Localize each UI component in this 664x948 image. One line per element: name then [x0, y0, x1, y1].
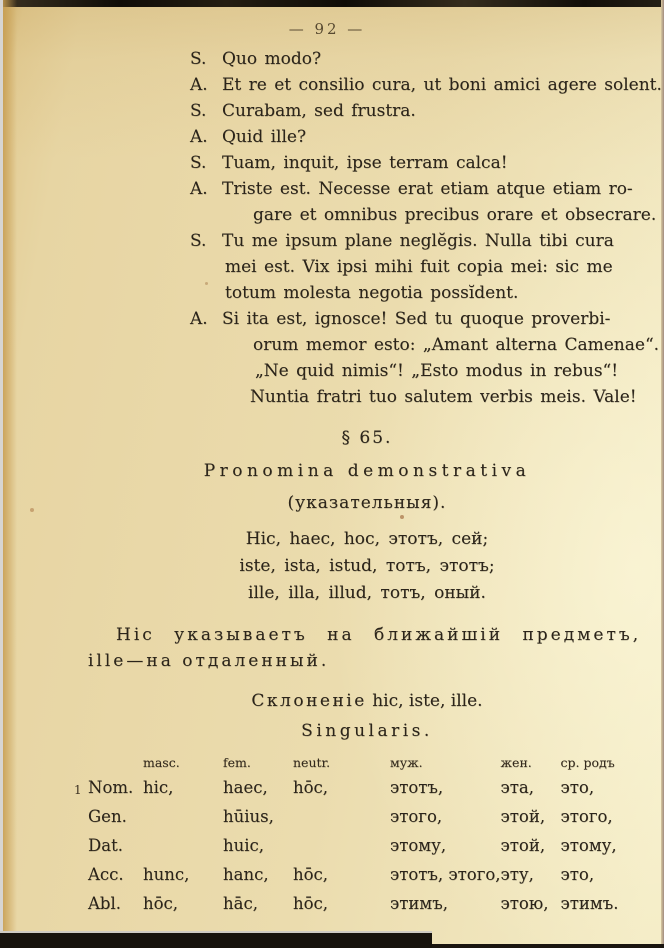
speaker-label: A. [190, 75, 208, 95]
header-zhen: жен. [500, 755, 532, 770]
table-row [88, 831, 646, 860]
cell-muzh: этому, [390, 836, 447, 855]
dialogue-line-continuation [190, 254, 646, 280]
dialogue-text: mei est. Vix ipsi mihi fuit copia mei: sic me [225, 257, 613, 277]
pronoun-line: iste, ista, istud, тотъ, этотъ; [239, 556, 495, 576]
pronoun-forms-list [88, 526, 646, 607]
singularis-heading: Singularis. [301, 721, 433, 741]
dialogue-text: Si ita est, ignosce! Sed tu quoque proverbi- [222, 309, 611, 329]
paper-speck [30, 508, 34, 512]
dialogue-text: Tuam, inquit, ipse terram calca! [222, 153, 508, 173]
dialogue-line [190, 150, 646, 176]
dialogue-text: Tu me ipsum plane neglĕgis. Nulla tibi cura [222, 231, 614, 251]
dialogue-line [190, 228, 646, 254]
cell-sr: это, [560, 865, 595, 884]
declension-heading-latin: hic, iste, ille. [372, 691, 483, 711]
case-label: Gen. [88, 807, 127, 826]
speaker-label: S. [190, 49, 207, 69]
cell-masc: hōc, [143, 894, 179, 913]
dialogue-line [190, 124, 646, 150]
cell-masc: hunc, [143, 865, 190, 884]
cell-neutr: hōc, [293, 778, 329, 797]
table-row [88, 889, 646, 918]
speaker-label: A. [190, 127, 208, 147]
dialogue-line-continuation [190, 202, 657, 228]
section-title-russian: (указательныя). [287, 493, 447, 513]
cell-zhen: эту, [500, 865, 534, 884]
declension-heading [88, 691, 646, 711]
dialogue-text: „Ne quid nimis“! „Esto modus in rebus“! [255, 361, 619, 381]
dialogue-line [190, 176, 646, 202]
cell-masc: hic, [143, 778, 174, 797]
cell-zhen: этою, [500, 894, 549, 913]
case-label: Nom. [88, 778, 134, 797]
cell-sr: это, [560, 778, 595, 797]
cell-fem: huic, [223, 836, 265, 855]
table-row [88, 773, 646, 802]
cell-sr: этому, [560, 836, 617, 855]
cell-sr: этимъ. [560, 894, 619, 913]
cell-muzh: этотъ, [390, 778, 444, 797]
speaker-label: A. [190, 179, 208, 199]
page-content [88, 46, 662, 918]
dialogue-text: Quid ille? [222, 127, 307, 147]
table-header-row [88, 753, 646, 773]
case-label: Abl. [88, 894, 121, 913]
dialogue-line-continuation [190, 384, 646, 410]
header-fem: fem. [223, 755, 251, 770]
cell-neutr [293, 831, 390, 860]
pronoun-line: Hic, haec, hoc, этотъ, сей; [245, 529, 489, 549]
cell-fem: hanc, [223, 865, 269, 884]
dialogue-line-continuation [190, 280, 646, 306]
cell-masc [143, 802, 223, 831]
usage-note [88, 622, 646, 674]
header-masc: masc. [143, 755, 180, 770]
cell-masc [143, 831, 223, 860]
dialogue-line-continuation [190, 332, 660, 358]
header-sr-rod: ср. родъ [560, 755, 615, 770]
declension-table [88, 753, 646, 918]
dialogue-text: Quo modo? [222, 49, 322, 69]
cell-neutr: hōc, [293, 894, 329, 913]
table-row [88, 860, 646, 889]
declension-heading-russian: Склоненіе [251, 691, 367, 711]
cell-neutr: hōc, [293, 865, 329, 884]
section-title-latin: Pronomina demonstrativa [203, 461, 531, 481]
cell-zhen: этой, [500, 807, 546, 826]
header-muzh: муж. [390, 755, 423, 770]
dialogue-text: Nuntia fratri tuo salutem verbis meis. Vale! [250, 387, 637, 407]
speaker-label: S. [190, 153, 207, 173]
usage-note-line: Hic указываетъ на ближайшій предметъ, [116, 625, 642, 645]
cell-zhen: этой, [500, 836, 546, 855]
dialogue-text: totum molesta negotia possĭdent. [225, 283, 519, 303]
case-label: Dat. [88, 836, 123, 855]
table-row [88, 802, 646, 831]
cell-sr: этого, [560, 807, 613, 826]
pronoun-line: ille, illa, illud, тотъ, оный. [248, 583, 486, 603]
page-left-shadow [3, 0, 17, 948]
speaker-label: S. [190, 101, 207, 121]
dialogue-text: gare et omnibus precibus orare et obsecrare. [253, 205, 657, 225]
cell-fem: haec, [223, 778, 268, 797]
header-empty [88, 753, 143, 773]
usage-note-line: ille—на отдаленный. [88, 651, 330, 671]
section-number: § 65. [341, 428, 393, 448]
scan-edge-top [0, 0, 664, 7]
cell-muzh: этого, [390, 807, 443, 826]
scan-edge-bottom-left [0, 931, 432, 948]
dialogue-text: orum memor esto: „Amant alterna Camenae“. [253, 335, 660, 355]
dialogue-line [190, 98, 646, 124]
cell-muzh: этимъ, [390, 894, 448, 913]
dialogue-text: Triste est. Necesse erat etiam atque etiam ro- [222, 179, 633, 199]
speaker-label: A. [190, 309, 208, 329]
header-neutr: neutr. [293, 755, 331, 770]
cell-muzh: этотъ, этого, [390, 865, 501, 884]
case-label: Acc. [88, 865, 124, 884]
dialogue-line-continuation [190, 358, 646, 384]
cell-zhen: эта, [500, 778, 534, 797]
dialogue-line [190, 46, 646, 72]
cell-fem: hūius, [223, 807, 274, 826]
dialogue-text: Curabam, sed frustra. [222, 101, 416, 121]
cell-fem: hāc, [223, 894, 258, 913]
dialogue-line [190, 306, 646, 332]
speaker-label: S. [190, 231, 207, 251]
margin-mark: 1 [74, 783, 82, 797]
dialogue-line [190, 72, 662, 98]
cell-neutr [293, 802, 390, 831]
dialogue-text: Et re et consilio cura, ut boni amici agere solent. [222, 75, 662, 95]
latin-dialogue [190, 46, 662, 410]
page-number: — 92 — [288, 20, 366, 38]
